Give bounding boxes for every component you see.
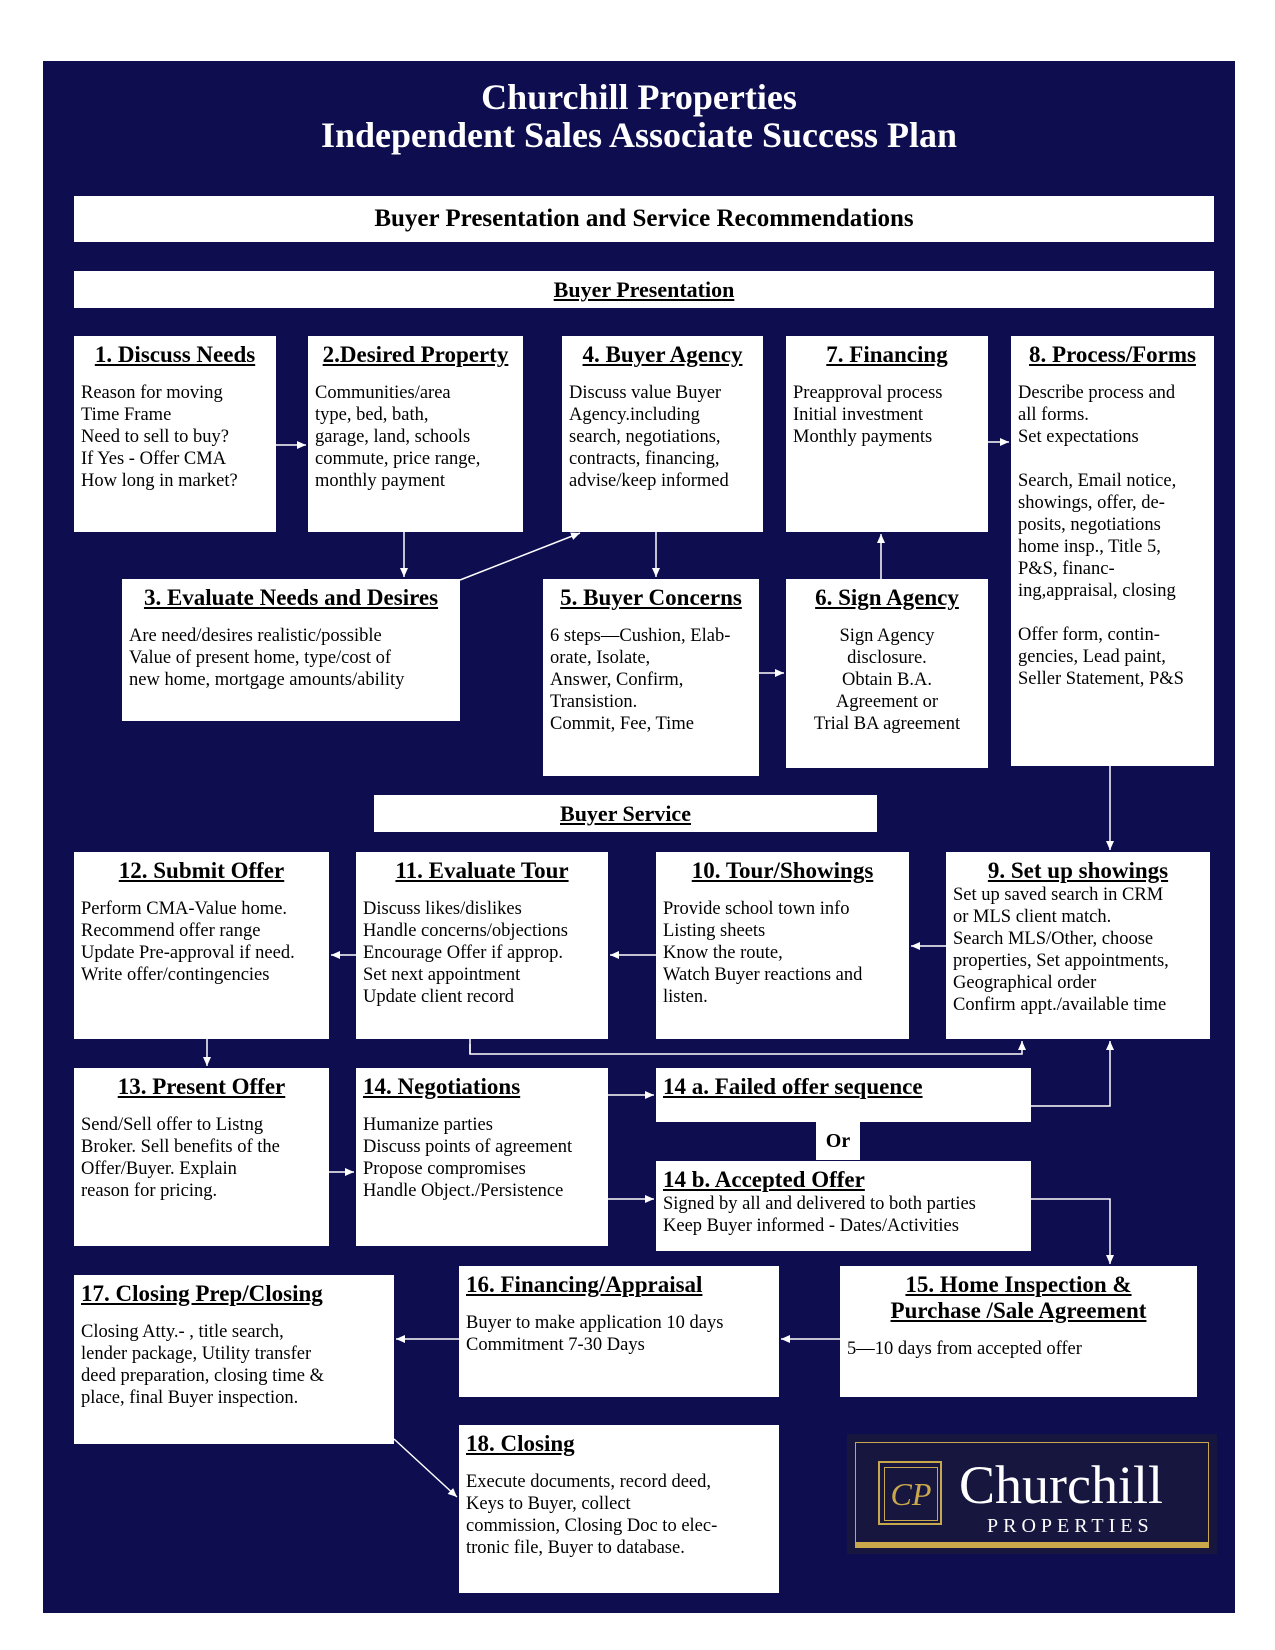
step-2-title: 2.Desired Property — [322, 342, 509, 367]
body-line: Communities/area — [315, 383, 451, 403]
body-line: search, negotiations, — [569, 427, 721, 447]
step-5-title: 5. Buyer Concerns — [560, 585, 742, 610]
step-3-title: 3. Evaluate Needs and Desires — [143, 585, 439, 610]
body-line: Value of present home, type/cost of — [129, 648, 392, 668]
body-line: Discuss likes/dislikes — [363, 899, 522, 919]
body-line: Reason for moving — [81, 383, 223, 403]
buyer-service-label: Buyer Service — [560, 801, 691, 826]
body-line: orate, Isolate, — [550, 648, 651, 668]
body-line: Obtain B.A. — [842, 670, 932, 690]
body-line: Monthly payments — [793, 427, 933, 447]
body-line: How long in market? — [81, 471, 238, 491]
step-16-title: 16. Financing/Appraisal — [466, 1272, 703, 1297]
body-line: Discuss points of agreement — [363, 1137, 573, 1157]
body-line: Signed by all and delivered to both parties — [663, 1194, 976, 1214]
body-line: all forms. — [1018, 405, 1089, 425]
body-line: Propose compromises — [363, 1159, 526, 1179]
body-line: Need to sell to buy? — [81, 427, 229, 447]
step-14b-title: 14 b. Accepted Offer — [663, 1167, 865, 1192]
step-10-title: 10. Tour/Showings — [691, 858, 874, 883]
step-1-title: 1. Discuss Needs — [94, 342, 256, 367]
body-line: Time Frame — [81, 405, 172, 425]
arrow-17-to-18 — [394, 1439, 457, 1497]
body-line: Offer form, contin- — [1018, 625, 1160, 645]
step-18-title: 18. Closing — [466, 1431, 575, 1456]
body-line: advise/keep informed — [569, 471, 729, 491]
arrow-11-loop-to-9 — [470, 1039, 1022, 1054]
step-15-title-line-1: 15. Home Inspection & — [905, 1272, 1132, 1297]
body-line: reason for pricing. — [81, 1181, 218, 1201]
body-line: garage, land, schools — [315, 427, 471, 447]
body-line: Encourage Offer if approp. — [363, 943, 563, 963]
buyer-presentation-label: Buyer Presentation — [553, 277, 735, 302]
logo-brand-name: Churchill — [959, 1455, 1163, 1515]
body-line: new home, mortgage amounts/ability — [129, 670, 405, 690]
body-line: place, final Buyer inspection. — [81, 1388, 299, 1408]
body-line: contracts, financing, — [569, 449, 720, 469]
body-line: Search MLS/Other, choose — [953, 929, 1154, 949]
body-line: 6 steps—Cushion, Elab- — [550, 626, 731, 646]
body-line: Sign Agency — [839, 626, 935, 646]
title-line-2: Independent Sales Associate Success Plan — [320, 115, 958, 155]
body-line: Offer/Buyer. Explain — [81, 1159, 237, 1179]
arrow-14a-to-9 — [1031, 1041, 1110, 1106]
body-line: Transistion. — [550, 692, 638, 712]
body-line: deed preparation, closing time & — [81, 1366, 324, 1386]
body-line: Answer, Confirm, — [550, 670, 684, 690]
step-12-title: 12. Submit Offer — [118, 858, 285, 883]
step-15-title-line-2: Purchase /Sale Agreement — [890, 1298, 1147, 1323]
body-line: Trial BA agreement — [813, 714, 961, 734]
body-line: Recommend offer range — [81, 921, 261, 941]
body-line: ing,appraisal, closing — [1018, 581, 1176, 601]
body-line: or MLS client match. — [953, 907, 1112, 927]
body-line: Seller Statement, P&S — [1018, 669, 1184, 689]
body-line: Listing sheets — [663, 921, 766, 941]
body-line: properties, Set appointments, — [953, 951, 1169, 971]
body-line: home insp., Title 5, — [1018, 537, 1161, 557]
body-line: If Yes - Offer CMA — [81, 449, 227, 469]
body-line: Handle concerns/objections — [363, 921, 568, 941]
step-7-title: 7. Financing — [826, 342, 948, 367]
body-line: Update Pre-approval if need. — [81, 943, 295, 963]
body-line: Keep Buyer informed - Dates/Activities — [663, 1216, 959, 1236]
body-line: disclosure. — [847, 648, 927, 668]
step-9-title: 9. Set up showings — [987, 858, 1169, 883]
step-6-title: 6. Sign Agency — [815, 585, 959, 610]
body-line: posits, negotiations — [1018, 515, 1161, 535]
body-line: listen. — [663, 987, 708, 1007]
body-line: Initial investment — [793, 405, 923, 425]
body-line: 5—10 days from accepted offer — [847, 1339, 1082, 1359]
body-line: Write offer/contingencies — [81, 965, 270, 985]
body-line: Search, Email notice, — [1018, 471, 1177, 491]
body-line: Set next appointment — [363, 965, 521, 985]
body-line: Know the route, — [663, 943, 783, 963]
body-line: showings, offer, de- — [1018, 493, 1165, 513]
body-line: Commitment 7-30 Days — [466, 1335, 645, 1355]
or-label: Or — [816, 1122, 860, 1160]
body-line: Watch Buyer reactions and — [663, 965, 863, 985]
body-line: Agreement or — [835, 692, 939, 712]
body-line: Provide school town info — [663, 899, 850, 919]
body-line: Broker. Sell benefits of the — [81, 1137, 280, 1157]
body-line: commission, Closing Doc to elec- — [466, 1516, 718, 1536]
body-line: tronic file, Buyer to database. — [466, 1538, 685, 1558]
logo-monogram-text: CP — [884, 1467, 938, 1521]
body-line: monthly payment — [315, 471, 445, 491]
body-line: Confirm appt./available time — [953, 995, 1167, 1015]
body-line: Geographical order — [953, 973, 1097, 993]
body-line: Execute documents, record deed, — [466, 1472, 712, 1492]
body-line: Set up saved search in CRM — [953, 885, 1164, 905]
body-line: Are need/desires realistic/possible — [129, 626, 382, 646]
body-line: Update client record — [363, 987, 515, 1007]
step-14a-title: 14 a. Failed offer sequence — [663, 1074, 923, 1099]
body-line: Handle Object./Persistence — [363, 1181, 564, 1201]
logo-brand-subtitle: PROPERTIES — [987, 1515, 1154, 1537]
body-line: Describe process and — [1018, 383, 1176, 403]
arrow-14b-to-15 — [1031, 1199, 1110, 1264]
body-line: gencies, Lead paint, — [1018, 647, 1166, 667]
step-11-title: 11. Evaluate Tour — [395, 858, 569, 883]
step-14-title: 14. Negotiations — [363, 1074, 521, 1099]
body-line: Closing Atty.- , title search, — [81, 1322, 284, 1342]
step-17-title: 17. Closing Prep/Closing — [81, 1281, 323, 1306]
step-13-title: 13. Present Offer — [117, 1074, 286, 1099]
body-line: Humanize parties — [363, 1115, 493, 1135]
body-line: type, bed, bath, — [315, 405, 429, 425]
body-line: Discuss value Buyer — [569, 383, 722, 403]
title-line-1: Churchill Properties — [481, 77, 797, 117]
section-bar-label: Buyer Presentation and Service Recommendations — [374, 205, 914, 232]
body-line: Send/Sell offer to Listng — [81, 1115, 264, 1135]
body-line: lender package, Utility transfer — [81, 1344, 312, 1364]
body-line: Buyer to make application 10 days — [466, 1313, 724, 1333]
step-8-title: 8. Process/Forms — [1029, 342, 1196, 367]
body-line: P&S, financ- — [1018, 559, 1115, 579]
body-line: commute, price range, — [315, 449, 481, 469]
body-line: Set expectations — [1018, 427, 1139, 447]
body-line: Agency.including — [569, 405, 700, 425]
body-line: Preapproval process — [793, 383, 943, 403]
arrow-3-to-4 — [460, 533, 580, 580]
body-line: Commit, Fee, Time — [550, 714, 694, 734]
body-line: Keys to Buyer, collect — [466, 1494, 631, 1514]
body-line: Perform CMA-Value home. — [81, 899, 288, 919]
step-4-title: 4. Buyer Agency — [582, 342, 743, 367]
